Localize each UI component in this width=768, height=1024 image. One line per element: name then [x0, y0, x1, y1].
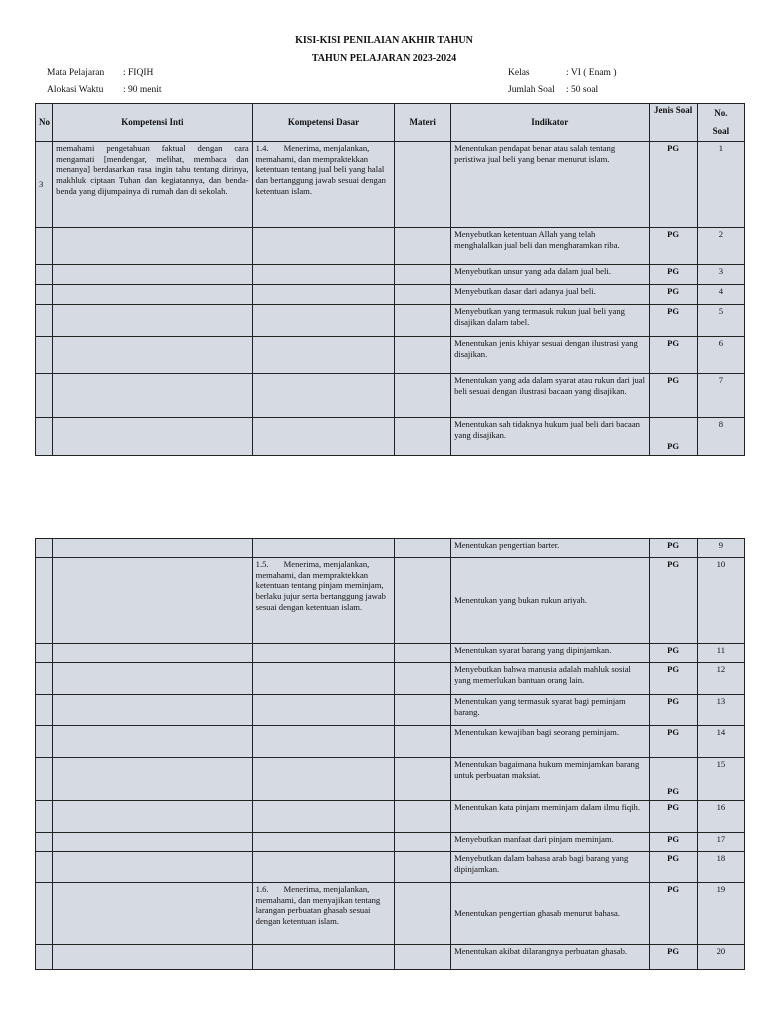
indikator-cell: Menentukan jenis khiyar sesuai dengan ilustrasi yang disajikan. — [451, 337, 649, 374]
table-row — [36, 695, 745, 726]
table-row — [36, 418, 745, 456]
col-header-jenis: Jenis Soal — [649, 104, 697, 142]
table-row — [36, 337, 745, 374]
table-row — [36, 558, 745, 644]
nosoal-cell: 6 — [697, 337, 744, 374]
jenis-cell: PG — [649, 801, 697, 833]
indikator-cell: Menyebutkan bahwa manusia adalah mahluk sosial yang memerlukan bantuan orang lain. — [451, 663, 649, 695]
materi-cell — [395, 142, 451, 228]
jenis-cell: PG — [649, 852, 697, 883]
indikator-cell: Menentukan sah tidaknya hukum jual beli dari bacaan yang disajikan. — [451, 418, 649, 456]
alokasi-label: Alokasi Waktu — [47, 85, 104, 95]
indikator-cell: Menyebutkan dasar dari adanya jual beli. — [451, 285, 649, 305]
col-header-nosoal-line1: No. — [714, 108, 728, 119]
table-row — [36, 726, 745, 758]
indikator-cell: Menentukan yang termasuk syarat bagi peminjam barang. — [451, 695, 649, 726]
col-header-nosoal-line2: Soal — [712, 125, 730, 136]
jenis-cell: PG — [649, 305, 697, 337]
document-title: KISI-KISI PENILAIAN AKHIR TAHUN — [295, 35, 473, 46]
nosoal-cell: 14 — [697, 726, 744, 758]
table-row — [36, 801, 745, 833]
indikator-cell: Menentukan yang ada dalam syarat atau rukun dari jual beli sesuai dengan ilustrasi bacaan yang disajikan. — [451, 374, 649, 418]
table-row — [36, 945, 745, 970]
col-header-no: No — [36, 104, 53, 142]
indikator-cell: Menyebutkan dalam bahasa arab bagi barang yang dipinjamkan. — [451, 852, 649, 883]
col-header-nosoal — [697, 104, 744, 142]
table-row — [36, 833, 745, 852]
kd-number: 1.5. — [255, 559, 269, 569]
col-header-kd: Kompetensi Dasar — [252, 104, 395, 142]
jenis-cell: PG — [649, 644, 697, 663]
jenis-cell: PG — [649, 695, 697, 726]
jumlah-value: : 50 soal — [566, 85, 599, 95]
nosoal-cell: 7 — [697, 374, 744, 418]
table-row — [36, 758, 745, 801]
indikator-cell: Menentukan akibat dilarangnya perbuatan ghasab. — [451, 945, 649, 970]
indikator-cell: Menentukan yang bukan rukun ariyah. — [451, 558, 649, 644]
jenis-cell: PG — [649, 945, 697, 970]
kelas-label: Kelas — [508, 68, 530, 78]
kd-number: 1.6. — [255, 884, 269, 894]
indikator-cell: Menentukan syarat barang yang dipinjamkan. — [451, 644, 649, 663]
indikator-cell: Menyebutkan manfaat dari pinjam meminjam. — [451, 833, 649, 852]
document-subtitle: TAHUN PELAJARAN 2023-2024 — [311, 53, 457, 64]
table-row — [36, 305, 745, 337]
kd-1-5 — [252, 558, 395, 644]
table-row — [36, 265, 745, 285]
indikator-cell: Menentukan bagaimana hukum meminjamkan barang untuk perbuatan maksiat. — [451, 758, 649, 801]
mapel-value: : FIQIH — [123, 68, 154, 78]
nosoal-cell: 16 — [697, 801, 744, 833]
table-row — [36, 228, 745, 265]
kelas-value: : VI ( Enam ) — [566, 68, 617, 78]
table-row — [36, 539, 745, 558]
nosoal-cell: 1 — [697, 142, 744, 228]
indikator-cell: Menentukan pengertian barter. — [451, 539, 649, 558]
nosoal-cell: 19 — [697, 883, 744, 945]
kisi-table-page-1 — [35, 103, 745, 456]
nosoal-cell: 3 — [697, 265, 744, 285]
kd-1-4 — [252, 142, 395, 228]
indikator-cell: Menentukan kewajiban bagi seorang peminjam. — [451, 726, 649, 758]
mapel-label: Mata Pelajaran — [47, 68, 105, 78]
jenis-cell: PG — [649, 663, 697, 695]
table-header-row — [36, 104, 745, 142]
table-row — [36, 285, 745, 305]
nosoal-cell: 15 — [697, 758, 744, 801]
indikator-cell: Menentukan pendapat benar atau salah tentang peristiwa jual beli yang benar menurut islam. — [451, 142, 649, 228]
jenis-cell: PG — [649, 539, 697, 558]
nosoal-cell: 13 — [697, 695, 744, 726]
nosoal-cell: 17 — [697, 833, 744, 852]
col-header-materi: Materi — [395, 104, 451, 142]
nosoal-cell: 2 — [697, 228, 744, 265]
jenis-cell: PG — [649, 418, 697, 456]
jenis-cell: PG — [649, 833, 697, 852]
kisi-table-page-2 — [35, 538, 745, 970]
col-header-indikator: Indikator — [451, 104, 649, 142]
jenis-cell: PG — [649, 337, 697, 374]
table-row — [36, 374, 745, 418]
jenis-cell: PG — [649, 285, 697, 305]
nosoal-cell: 5 — [697, 305, 744, 337]
kd-text: Menerima, menjalankan, memahami, dan mempraktekkan ketentuan tentang pinjam meminjam, berlaku jujur serta bertanggung jawab sesuai dengan ketentuan islam. — [255, 559, 386, 612]
ki-text: memahami pengetahuan faktual dengan cara mengamati [mendengar, melihat, membaca dan menanya] berdasarkan rasa ingin tahu tentang dirinya, makhluk ciptaan Tuhan dan kegiatannya, dan benda-benda yang dijumpainya di rumah dan di sekolah. — [53, 142, 253, 228]
jenis-cell: PG — [649, 558, 697, 644]
kd-text: Menerima, menjalankan, memahami, dan mempraktekkan ketentuan tentang jual beli yang halal dan bertanggung jawab sesuai dengan ketentuan islam. — [255, 143, 386, 196]
nosoal-cell: 10 — [697, 558, 744, 644]
table-row — [36, 644, 745, 663]
nosoal-cell: 18 — [697, 852, 744, 883]
jenis-cell: PG — [649, 883, 697, 945]
kd-1-6 — [252, 883, 395, 945]
indikator-cell: Menentukan pengertian ghasab menurut bahasa. — [451, 883, 649, 945]
nosoal-cell: 8 — [697, 418, 744, 456]
alokasi-value: : 90 menit — [123, 85, 162, 95]
indikator-cell: Menyebutkan yang termasuk rukun jual beli yang disajikan dalam tabel. — [451, 305, 649, 337]
nosoal-cell: 9 — [697, 539, 744, 558]
nosoal-cell: 12 — [697, 663, 744, 695]
jenis-cell: PG — [649, 228, 697, 265]
table-row — [36, 852, 745, 883]
col-header-ki: Kompetensi Inti — [53, 104, 253, 142]
ki-number: 3 — [36, 142, 53, 228]
jenis-cell: PG — [649, 758, 697, 801]
kd-number: 1.4. — [255, 143, 269, 153]
indikator-cell: Menyebutkan ketentuan Allah yang telah menghalalkan jual beli dan mengharamkan riba. — [451, 228, 649, 265]
nosoal-cell: 4 — [697, 285, 744, 305]
indikator-cell: Menentukan kata pinjam meminjam dalam ilmu fiqih. — [451, 801, 649, 833]
jumlah-label: Jumlah Soal — [508, 85, 555, 95]
table-row — [36, 142, 745, 228]
jenis-cell: PG — [649, 726, 697, 758]
jenis-cell: PG — [649, 265, 697, 285]
nosoal-cell: 11 — [697, 644, 744, 663]
jenis-cell: PG — [649, 142, 697, 228]
jenis-cell: PG — [649, 374, 697, 418]
table-row — [36, 663, 745, 695]
nosoal-cell: 20 — [697, 945, 744, 970]
table-row — [36, 883, 745, 945]
indikator-cell: Menyebutkan unsur yang ada dalam jual beli. — [451, 265, 649, 285]
kd-text: Menerima, menjalankan, memahami, dan menyajikan tentang larangan perbuatan ghasab sesuai dengan ketentuan islam. — [255, 884, 381, 927]
